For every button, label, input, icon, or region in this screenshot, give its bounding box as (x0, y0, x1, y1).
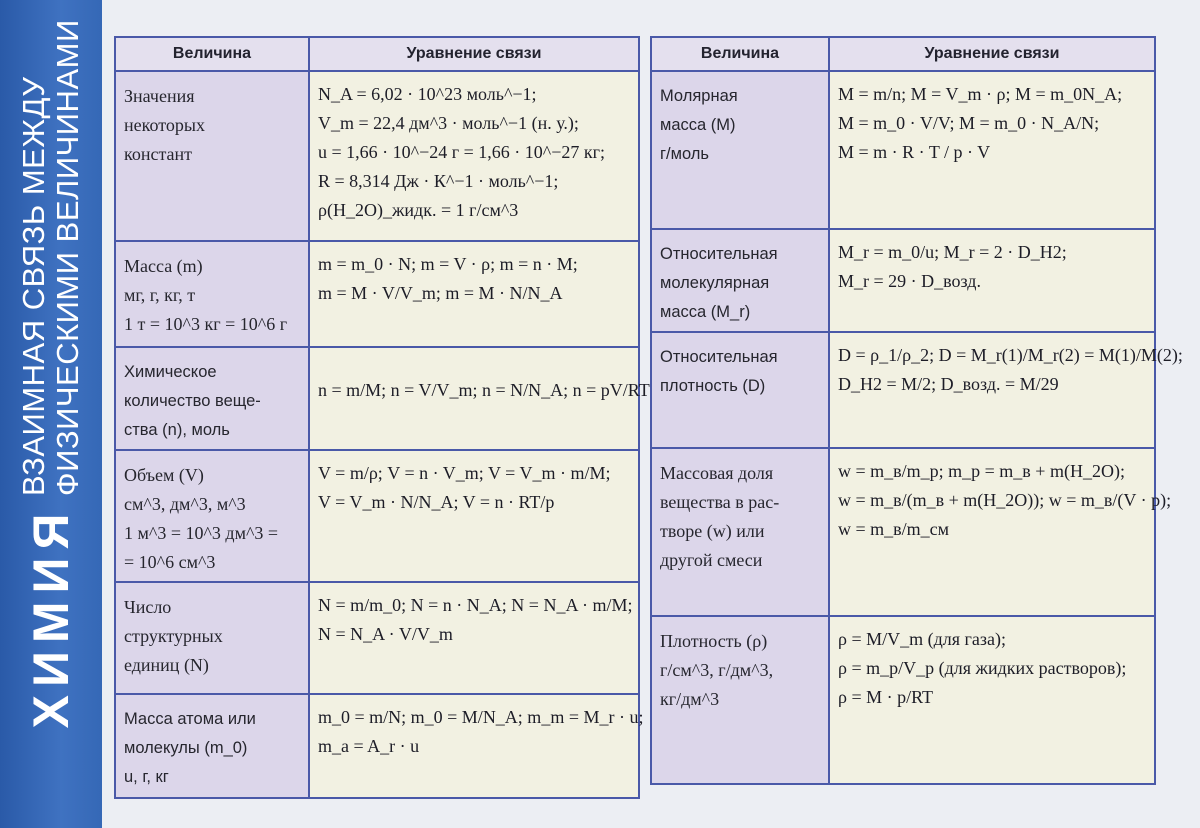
equation-line: ρ = M · p/RT (838, 687, 934, 707)
quantity-line: молекулы (m_0) (124, 739, 248, 757)
table-row (651, 229, 1155, 332)
equation-cell (829, 616, 1155, 784)
quantity-cell (115, 241, 309, 347)
equation-line: D_H2 = M/2; D_возд. = M/29 (838, 374, 1059, 394)
table-row (651, 332, 1155, 448)
spine-title: ХИМИЯ (23, 505, 79, 729)
equation-line: w = m_в/m_р; m_р = m_в + m(H_2O); (838, 461, 1125, 481)
equation-cell (829, 229, 1155, 332)
equation-line: m_0 = m/N; m_0 = M/N_A; m_m = M_r · u; (318, 707, 644, 727)
equation-line: M = m_0 · V/V; M = m_0 · N_A/N; (838, 113, 1100, 133)
quantity-cell (115, 71, 309, 241)
table-row (115, 241, 639, 347)
quantity-line: Значения (124, 86, 195, 106)
equation-line: V = V_m · N/N_A; V = n · RT/p (318, 492, 555, 512)
right-header-equation: Уравнение связи (829, 37, 1155, 71)
equation-line: M = m · R · T / p · V (838, 142, 991, 162)
quantity-line: 1 м^3 = 10^3 дм^3 = (124, 523, 279, 543)
equation-cell (309, 241, 639, 347)
left-table (114, 36, 650, 799)
quantity-line: 1 т = 10^3 кг = 10^6 г (124, 314, 288, 334)
quantity-line: структурных (124, 626, 223, 646)
quantity-line: Масса атома или (124, 710, 256, 728)
equation-line: m_a = A_r · u (318, 736, 420, 756)
quantity-line: г/см^3, г/дм^3, (660, 660, 774, 680)
equation-line: N = m/m_0; N = n · N_A; N = N_A · m/M; (318, 595, 633, 615)
equation-cell (309, 450, 639, 582)
quantity-line: Молярная (660, 87, 738, 105)
equation-cell (309, 71, 639, 241)
left-table-header-row (115, 37, 639, 71)
table-row (115, 450, 639, 582)
equation-line: D = ρ_1/ρ_2; D = M_r(1)/M_r(2) = M(1)/M(2); (838, 345, 1183, 365)
equation-line: u = 1,66 · 10^−24 г = 1,66 · 10^−27 кг; (318, 142, 605, 162)
spine-subtitle-line-1: ВЗАИМНАЯ СВЯЗЬ МЕЖДУ (16, 76, 51, 496)
table-row (651, 448, 1155, 616)
equation-line: m = M · V/V_m; m = M · N/N_A (318, 283, 563, 303)
equation-line: m = m_0 · N; m = V · ρ; m = n · M; (318, 254, 578, 274)
equation-line: M_r = m_0/u; M_r = 2 · D_H2; (838, 242, 1067, 262)
quantity-line: мг, г, кг, т (124, 285, 196, 305)
quantity-line: u, г, кг (124, 768, 169, 786)
quantity-line: плотность (D) (660, 377, 766, 395)
quantity-line: Масса (m) (124, 256, 203, 276)
spine-subtitle-line-2: ФИЗИЧЕСКИМИ ВЕЛИЧИНАМИ (50, 19, 85, 496)
quantity-cell (651, 448, 829, 616)
quantity-cell (651, 332, 829, 448)
quantity-line: = 10^6 см^3 (124, 552, 216, 572)
quantity-line: Массовая доля (660, 463, 774, 483)
quantity-line: Плотность (ρ) (660, 631, 768, 651)
equation-cell (829, 448, 1172, 616)
equation-line: ρ = m_р/V_р (для жидких растворов); (838, 658, 1127, 678)
quantity-line: констант (124, 144, 193, 164)
quantity-line: Химическое (124, 363, 217, 381)
quantity-line: вещества в рас- (660, 492, 780, 512)
equation-line: R = 8,314 Дж · К^−1 · моль^−1; (318, 171, 559, 191)
equation-line: M = m/n; M = V_m · ρ; M = m_0N_A; (838, 84, 1123, 104)
equation-cell (829, 71, 1155, 229)
right-header-quantity: Величина (651, 37, 829, 71)
quantity-line: см^3, дм^3, м^3 (124, 494, 246, 514)
quantity-line: молекулярная (660, 274, 770, 292)
quantity-line: г/моль (660, 145, 709, 163)
quantity-line: Относительная (660, 348, 778, 366)
quantity-line: Объем (V) (124, 465, 204, 485)
quantity-line: ства (n), моль (124, 421, 230, 439)
equation-line: n = m/M; n = V/V_m; n = N/N_A; n = pV/RT (318, 380, 650, 400)
table-row (651, 616, 1155, 784)
right-table-header-row (651, 37, 1155, 71)
equation-cell (309, 347, 650, 450)
quantity-line: кг/дм^3 (660, 689, 720, 709)
table-row (115, 582, 639, 694)
quantity-line: другой смеси (660, 550, 763, 570)
equation-line: ρ = M/V_m (для газа); (838, 629, 1007, 649)
equation-line: w = m_в/(m_в + m(H_2O)); w = m_в/(V · p); (838, 490, 1172, 510)
quantity-cell (115, 347, 309, 450)
equation-line: ρ(H_2O)_жидк. = 1 г/см^3 (318, 200, 519, 220)
equation-line: N = N_A · V/V_m (318, 624, 453, 644)
quantity-cell (115, 450, 309, 582)
table-row (115, 71, 639, 241)
equation-line: M_r = 29 · D_возд. (838, 271, 981, 291)
quantity-line: количество веще- (124, 392, 261, 410)
left-header-quantity: Величина (115, 37, 309, 71)
quantity-cell (115, 694, 309, 798)
spine-text-block (0, 0, 102, 828)
left-header-equation: Уравнение связи (309, 37, 639, 71)
quantity-cell (115, 582, 309, 694)
quantity-cell (651, 71, 829, 229)
quantity-line: единиц (N) (124, 655, 209, 675)
quantity-cell (651, 229, 829, 332)
equation-line: V = m/ρ; V = n · V_m; V = V_m · m/M; (318, 463, 611, 483)
equation-line: N_A = 6,02 · 10^23 моль^−1; (318, 84, 537, 104)
quantity-line: Относительная (660, 245, 778, 263)
quantity-line: масса (M_r) (660, 303, 751, 321)
equation-cell (309, 694, 644, 798)
quantity-line: некоторых (124, 115, 205, 135)
right-table (650, 36, 1183, 785)
quantity-line: масса (M) (660, 116, 736, 134)
table-row (115, 694, 639, 798)
equation-cell (829, 332, 1183, 448)
equation-cell (309, 582, 639, 694)
equation-line: w = m_в/m_см (838, 519, 950, 539)
quantity-cell (651, 616, 829, 784)
table-row (651, 71, 1155, 229)
quantity-line: творе (w) или (660, 521, 765, 541)
table-row (115, 347, 639, 450)
equation-line: V_m = 22,4 дм^3 · моль^−1 (н. у.); (318, 113, 579, 133)
spine-subtitle (17, 19, 85, 496)
quantity-line: Число (124, 597, 172, 617)
spine-banner (0, 0, 102, 828)
